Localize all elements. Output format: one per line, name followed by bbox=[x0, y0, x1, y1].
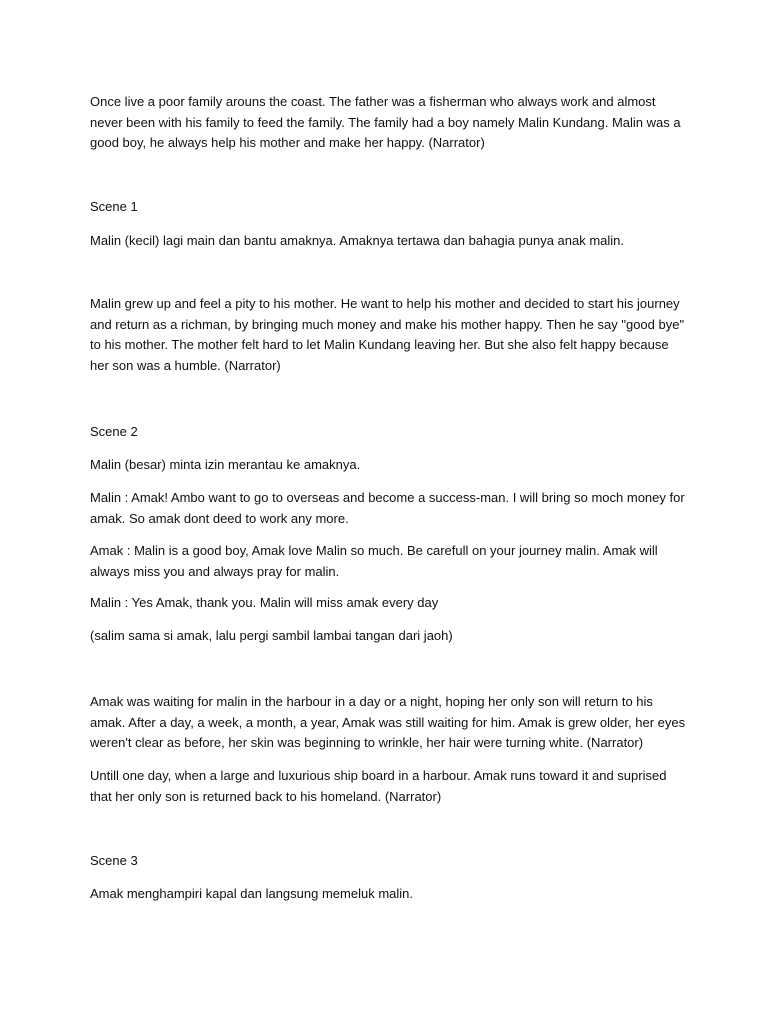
malin-line-1: Malin : Amak! Ambo want to go to overseas and become a success-man. I will bring so moch money for amak. So amak dont deed to work any more. bbox=[90, 490, 685, 526]
scene-1-direction: Malin (kecil) lagi main dan bantu amaknya. Amaknya tertawa dan bahagia punya anak malin. bbox=[90, 233, 625, 248]
amak-line: Amak : Malin is a good boy, Amak love Malin so much. Be carefull on your journey malin. Amak will always miss you and always pray for malin. bbox=[90, 543, 658, 579]
scene-2-narration-1: Amak was waiting for malin in the harbour in a day or a night, hoping her only son will return to his amak. After a day, a week, a month, a year, Amak was still waiting for him. Amak is grew older, her eyes weren't clear as before, her skin was beginning to wrinkle, her hair were turning white. (Narrator) bbox=[90, 694, 686, 750]
malin-line-2: Malin : Yes Amak, thank you. Malin will miss amak every day bbox=[90, 595, 439, 610]
scene-1-heading: Scene 1 bbox=[90, 199, 138, 214]
scene-2-direction: Malin (besar) minta izin merantau ke amaknya. bbox=[90, 457, 361, 472]
scene-1-narration: Malin grew up and feel a pity to his mother. He want to help his mother and decided to start his journey and return as a richman, by bringing much money and make his mother happy. Then he say "good bye" to his mother. The mother felt hard to let Malin Kundang leaving her. But she also felt happy because her son was a humble. (Narrator) bbox=[90, 296, 685, 373]
scene-2-heading: Scene 2 bbox=[90, 424, 138, 439]
scene-2-narration-2: Untill one day, when a large and luxurious ship board in a harbour. Amak runs toward it and suprised that her only son is returned back to his homeland. (Narrator) bbox=[90, 768, 667, 804]
scene-3-heading: Scene 3 bbox=[90, 853, 138, 868]
scene-2-direction-2: (salim sama si amak, lalu pergi sambil lambai tangan dari jaoh) bbox=[90, 628, 453, 643]
intro-paragraph: Once live a poor family arouns the coast. The father was a fisherman who always work and almost never been with his family to feed the family. The family had a boy namely Malin Kundang. Malin was a good boy, he always help his mother and make her happy. (Narrator) bbox=[90, 94, 681, 150]
scene-3-direction: Amak menghampiri kapal dan langsung memeluk malin. bbox=[90, 886, 413, 901]
